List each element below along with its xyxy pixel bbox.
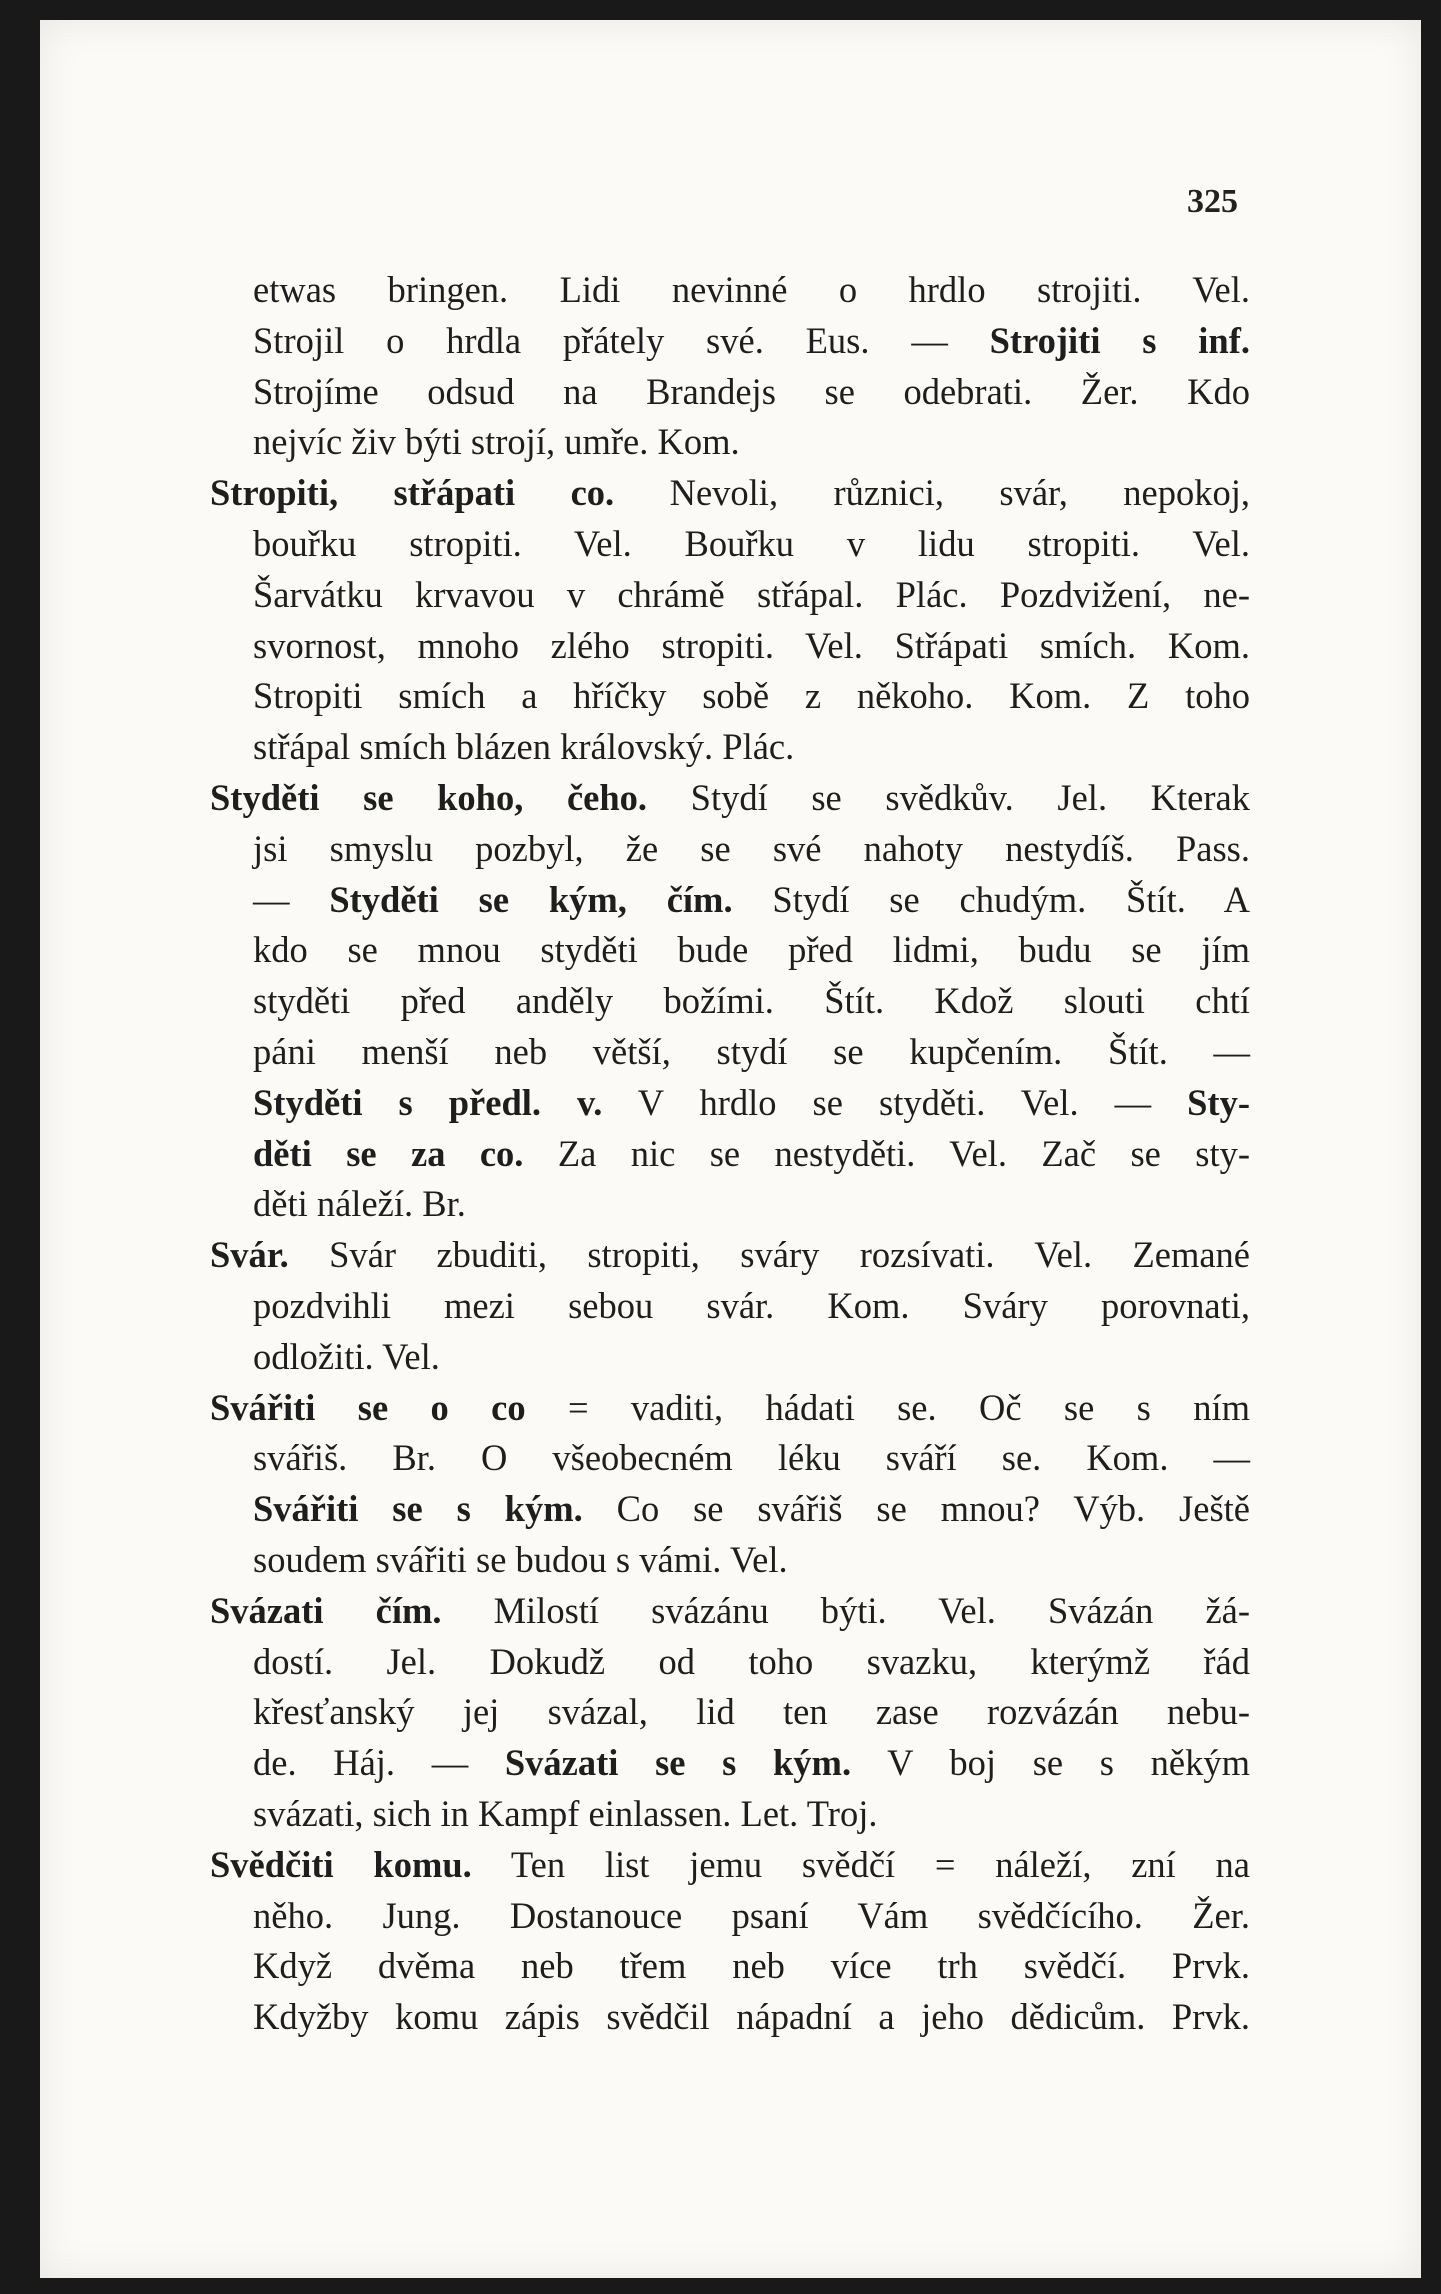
entry-text: Ten list jemu svědčí = náleží, zní na	[471, 1843, 1250, 1885]
text-line	[210, 1433, 1250, 1484]
entry-text: pozdvihli mezi sebou svár. Kom. Sváry porovnati,	[253, 1284, 1250, 1326]
entry-text: V hrdlo se styděti. Vel. —	[602, 1081, 1188, 1123]
entry-headword: Strojiti s inf.	[989, 319, 1250, 361]
entry-text: děti náleží. Br.	[253, 1183, 466, 1225]
entry-headword: Svázati čím.	[210, 1589, 442, 1631]
entry-headword: Stropiti, střápati co.	[210, 472, 615, 514]
entry-headword: Styděti se koho, čeho.	[210, 776, 648, 818]
entry-text: Stydí se svědkův. Jel. Kterak	[647, 776, 1250, 818]
text-line	[210, 1992, 1250, 2043]
entry-text: nejvíc živ býti strojí, umře. Kom.	[253, 421, 740, 463]
text-line	[210, 773, 1250, 824]
entry-text: Co se svářiš se mnou? Výb. Ještě	[582, 1488, 1250, 1530]
text-line	[210, 1383, 1250, 1434]
entry-headword: Svědčiti komu.	[210, 1843, 472, 1885]
text-line	[210, 1027, 1250, 1078]
entry-text: něho. Jung. Dostanouce psaní Vám svědčícího. Žer.	[253, 1894, 1250, 1936]
entry-headword: Styděti s předl. v.	[253, 1081, 603, 1123]
entry-text: odložiti. Vel.	[253, 1335, 440, 1377]
text-line	[210, 1332, 1250, 1383]
text-line	[210, 1840, 1250, 1891]
entry-headword: děti se za co.	[253, 1132, 524, 1174]
entry-text: Za nic se nestyděti. Vel. Zač se sty-	[523, 1132, 1250, 1174]
entry-headword: Svázati se s kým.	[504, 1742, 852, 1784]
text-line	[210, 417, 1250, 468]
text-line	[210, 1281, 1250, 1332]
entry-headword: Styděti se kým, čím.	[329, 878, 733, 920]
page-text	[210, 265, 1250, 2043]
entry-text: Stydí se chudým. Štít. A	[732, 878, 1251, 920]
entry-text: Strojíme odsud na Brandejs se odebrati. Žer. Kdo	[253, 370, 1250, 412]
text-line	[210, 1484, 1250, 1535]
text-line	[210, 367, 1250, 418]
entry-text: střápal smích blázen královský. Plác.	[253, 726, 795, 768]
text-line	[210, 1738, 1250, 1789]
text-line	[210, 722, 1250, 773]
entry-text: Milostí svázánu býti. Vel. Svázán žá-	[441, 1589, 1250, 1631]
entry-text: svornost, mnoho zlého stropiti. Vel. Střápati smích. Kom.	[253, 624, 1250, 666]
entry-text: křesťanský jej svázal, lid ten zase rozvázán nebu-	[253, 1691, 1250, 1733]
text-line	[210, 1941, 1250, 1992]
entry-text: etwas bringen. Lidi nevinné o hrdlo strojiti. Vel.	[253, 269, 1250, 310]
entry-text: Stropiti smích a hříčky sobě z někoho. Kom. Z toho	[253, 675, 1250, 717]
text-line	[210, 519, 1250, 570]
entry-text: de. Háj. —	[253, 1742, 505, 1784]
entry-text: = vaditi, hádati se. Oč se s ním	[525, 1386, 1250, 1428]
entry-text: jsi smyslu pozbyl, že se své nahoty nestydíš. Pass.	[253, 827, 1250, 869]
book-page	[40, 20, 1421, 2278]
entry-text: Svár zbuditi, stropiti, sváry rozsívati. Vel. Zemané	[288, 1234, 1250, 1276]
entry-headword: Svár.	[210, 1234, 289, 1276]
text-line	[210, 976, 1250, 1027]
entry-text: bouřku stropiti. Vel. Bouřku v lidu stropiti. Vel.	[253, 522, 1250, 564]
entry-text: V boj se s někým	[851, 1742, 1250, 1784]
text-line	[210, 1637, 1250, 1688]
page-number: 325	[1187, 183, 1238, 220]
text-line	[210, 1789, 1250, 1840]
text-line	[210, 824, 1250, 875]
text-line	[210, 1586, 1250, 1637]
text-line	[210, 875, 1250, 926]
text-line	[210, 468, 1250, 519]
text-line	[210, 1687, 1250, 1738]
entry-text: svářiš. Br. O všeobecném léku sváří se. Kom. —	[253, 1437, 1250, 1479]
text-line	[210, 316, 1250, 367]
entry-headword: Sty-	[1187, 1081, 1250, 1123]
entry-text: svázati, sich in Kampf einlassen. Let. Troj.	[253, 1792, 878, 1834]
text-line	[210, 621, 1250, 672]
text-line	[210, 1230, 1250, 1281]
entry-text: Když dvěma neb třem neb více trh svědčí. Prvk.	[253, 1945, 1250, 1987]
entry-text: kdo se mnou styděti bude před lidmi, budu se jím	[253, 929, 1250, 971]
entry-text: Šarvátku krvavou v chrámě střápal. Plác. Pozdvižení, ne-	[253, 573, 1250, 615]
entry-text: Kdyžby komu zápis svědčil nápadní a jeho dědicům. Prvk.	[253, 1996, 1250, 2038]
text-line	[210, 671, 1250, 722]
text-line	[210, 925, 1250, 976]
text-line	[210, 1891, 1250, 1942]
text-line	[210, 265, 1250, 316]
entry-text: soudem svářiti se budou s vámi. Vel.	[253, 1538, 788, 1580]
text-line	[210, 1129, 1250, 1180]
entry-text: Strojil o hrdla přátely své. Eus. —	[253, 319, 990, 361]
entry-text: Nevoli, různici, svár, nepokoj,	[614, 472, 1250, 514]
entry-text: dostí. Jel. Dokudž od toho svazku, kterýmž řád	[253, 1640, 1250, 1682]
text-line	[210, 1535, 1250, 1586]
entry-headword: Svářiti se s kým.	[253, 1488, 583, 1530]
entry-headword: Svářiti se o co	[210, 1386, 526, 1428]
text-line	[210, 1179, 1250, 1230]
text-line	[210, 570, 1250, 621]
entry-text: styděti před anděly božími. Štít. Kdož slouti chtí	[253, 980, 1250, 1022]
entry-text: páni menší neb větší, stydí se kupčením. Štít. —	[253, 1030, 1250, 1072]
entry-text: —	[253, 878, 330, 920]
text-line	[210, 1078, 1250, 1129]
